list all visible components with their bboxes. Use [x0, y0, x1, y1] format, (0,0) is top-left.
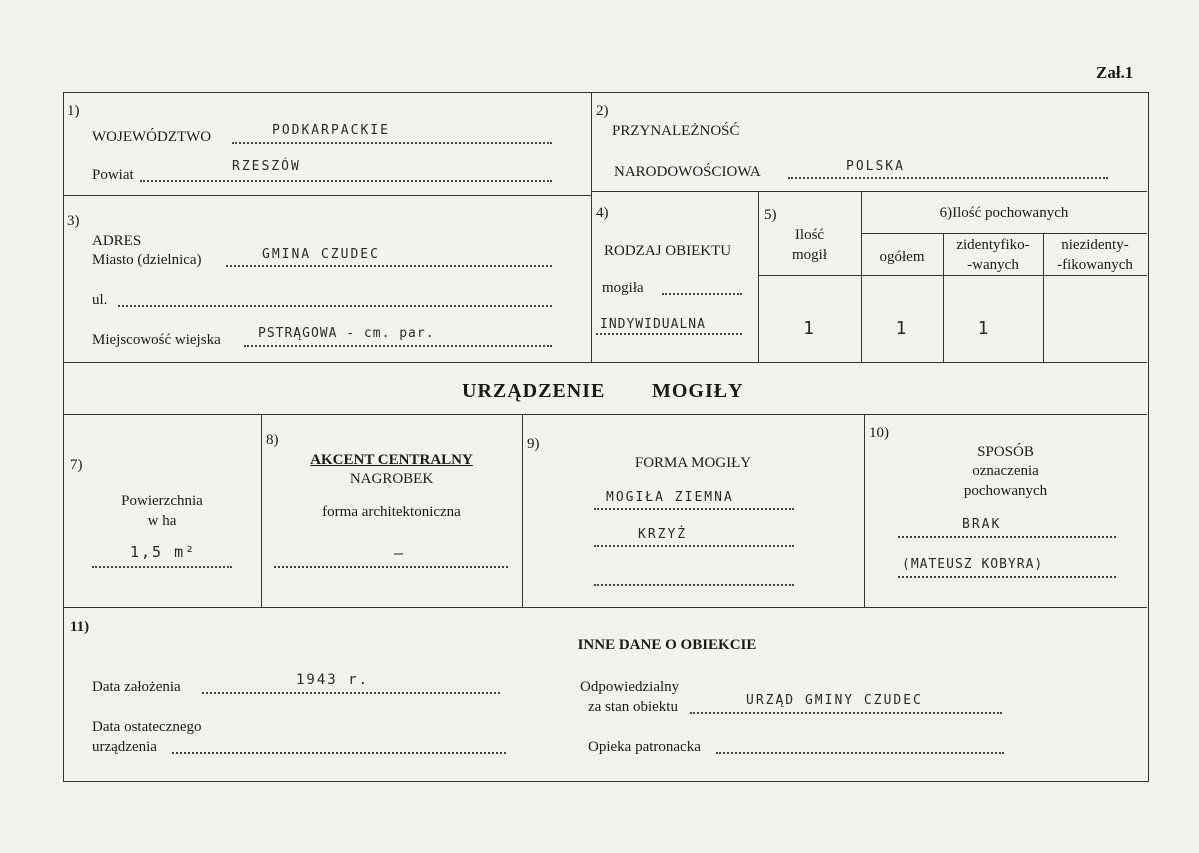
- buried-total-value: 1: [895, 318, 909, 339]
- last-setup-label-2: urządzenia: [92, 739, 157, 755]
- buried-identified-header-1: zidentyfiko-: [956, 237, 1030, 253]
- address-label: ADRES: [92, 233, 142, 249]
- area-label-1: Powierzchnia: [121, 493, 203, 509]
- last-setup-label-1: Data ostatecznego: [92, 719, 202, 735]
- buried-count-label: 6)Ilość pochowanych: [939, 205, 1069, 221]
- graves-count-label-2: mogił: [791, 247, 827, 263]
- grave-form-line-2: [594, 545, 794, 547]
- village-value: PSTRĄGOWA - cm. par.: [258, 326, 435, 341]
- voivodeship-line: [232, 142, 552, 144]
- other-data-title: [63, 638, 1199, 653]
- graves-count-label-1: Ilość: [794, 227, 825, 243]
- responsible-label-2: za stan obiektu: [588, 699, 678, 715]
- buried-unidentified-header-2: -fikowanych: [1057, 257, 1133, 273]
- section-9-number: 9): [527, 436, 540, 452]
- patronage-label: Opieka patronacka: [588, 739, 701, 755]
- grave-type-value: INDYWIDUALNA: [600, 317, 706, 332]
- area-value: 1,5 m²: [130, 543, 197, 561]
- section-3-number: 3): [67, 213, 80, 229]
- architectural-form-line: [274, 566, 508, 568]
- area-label-2: w ha: [147, 513, 177, 529]
- divider: [63, 414, 1147, 415]
- area-line: [92, 566, 232, 568]
- district-label: Powiat: [92, 167, 134, 183]
- divider: [861, 233, 1147, 234]
- divider: [63, 195, 591, 196]
- divider: [63, 607, 1147, 608]
- responsible-label-1: Odpowiedzialny: [580, 679, 680, 695]
- marking-label-3: pochowanych: [963, 483, 1048, 499]
- street-line: [118, 305, 552, 307]
- nationality-value: POLSKA: [846, 159, 905, 174]
- marking-value-1: BRAK: [962, 517, 1002, 532]
- last-setup-line: [172, 752, 506, 754]
- grave-form-line-1: [594, 508, 794, 510]
- section-4-number: 4): [596, 205, 609, 221]
- nationality-line: [788, 177, 1108, 179]
- tombstone-label: NAGROBEK: [349, 471, 434, 487]
- founded-value: 1943 r.: [296, 672, 370, 688]
- grave-form-value-2: KRZYŻ: [638, 527, 688, 542]
- grave-form-label: FORMA MOGIŁY: [634, 455, 752, 471]
- divider: [63, 362, 1147, 363]
- section-7-number: 7): [70, 457, 83, 473]
- city-value: GMINA CZUDEC: [262, 247, 380, 262]
- setup-title-b: MOGIŁY: [652, 380, 744, 402]
- section-10-number: 10): [869, 425, 889, 441]
- section-1-number: 1): [67, 103, 80, 119]
- divider: [758, 275, 1147, 276]
- patronage-line: [716, 752, 1004, 754]
- founded-label: Data założenia: [92, 679, 181, 695]
- graves-count-value: 1: [803, 318, 816, 339]
- responsible-line: [690, 712, 1002, 714]
- buried-unidentified-header-1: niezidenty-: [1061, 237, 1129, 253]
- grave-form-value-1: MOGIŁA ZIEMNA: [606, 490, 734, 505]
- object-type-label: RODZAJ OBIEKTU: [604, 243, 732, 259]
- city-label: Miasto (dzielnica): [92, 252, 202, 268]
- section-2-number: 2): [596, 103, 609, 119]
- responsible-value: URZĄD GMINY CZUDEC: [746, 693, 923, 708]
- setup-title-a: URZĄDZENIE: [462, 380, 606, 402]
- grave-label: mogiła: [602, 280, 644, 296]
- district-value: RZESZÓW: [232, 159, 301, 174]
- grave-line: [662, 293, 742, 295]
- buried-identified-value: 1: [977, 318, 991, 339]
- street-label: ul.: [92, 292, 108, 308]
- district-line: [140, 180, 552, 182]
- marking-line-2: [898, 576, 1116, 578]
- section-5-number: 5): [764, 207, 777, 223]
- grave-form-line-3: [594, 584, 794, 586]
- village-label: Miejscowość wiejska: [92, 332, 221, 348]
- divider: [864, 414, 865, 607]
- divider: [522, 414, 523, 607]
- section-11-number: 11): [70, 619, 90, 635]
- grave-type-line: [596, 333, 742, 335]
- attachment-label: Zał.1: [1096, 63, 1134, 82]
- marking-label-2: oznaczenia: [972, 463, 1039, 479]
- nationality-label-1: PRZYNALEŻNOŚĆ: [612, 123, 740, 139]
- village-line: [244, 345, 552, 347]
- section-8-number: 8): [266, 432, 279, 448]
- voivodeship-label: WOJEWÓDZTWO: [92, 129, 212, 145]
- marking-value-2: (MATEUSZ KOBYRA): [902, 557, 1044, 572]
- divider: [591, 191, 1147, 192]
- other-data-title-text: INNE DANE O OBIEKCIE: [577, 637, 757, 653]
- buried-identified-header-2: -wanych: [967, 257, 1019, 273]
- architectural-form-value: —: [394, 544, 406, 562]
- marking-label-1: SPOSÓB: [977, 444, 1034, 460]
- architectural-form-label: forma architektoniczna: [322, 504, 461, 520]
- buried-total-header: ogółem: [879, 249, 925, 265]
- marking-line-1: [898, 536, 1116, 538]
- central-accent-label: AKCENT CENTRALNY: [310, 452, 473, 468]
- nationality-label-2: NARODOWOŚCIOWA: [614, 164, 761, 180]
- divider: [591, 92, 592, 362]
- city-line: [226, 265, 552, 267]
- founded-line: [202, 692, 500, 694]
- voivodeship-value: PODKARPACKIE: [272, 123, 390, 138]
